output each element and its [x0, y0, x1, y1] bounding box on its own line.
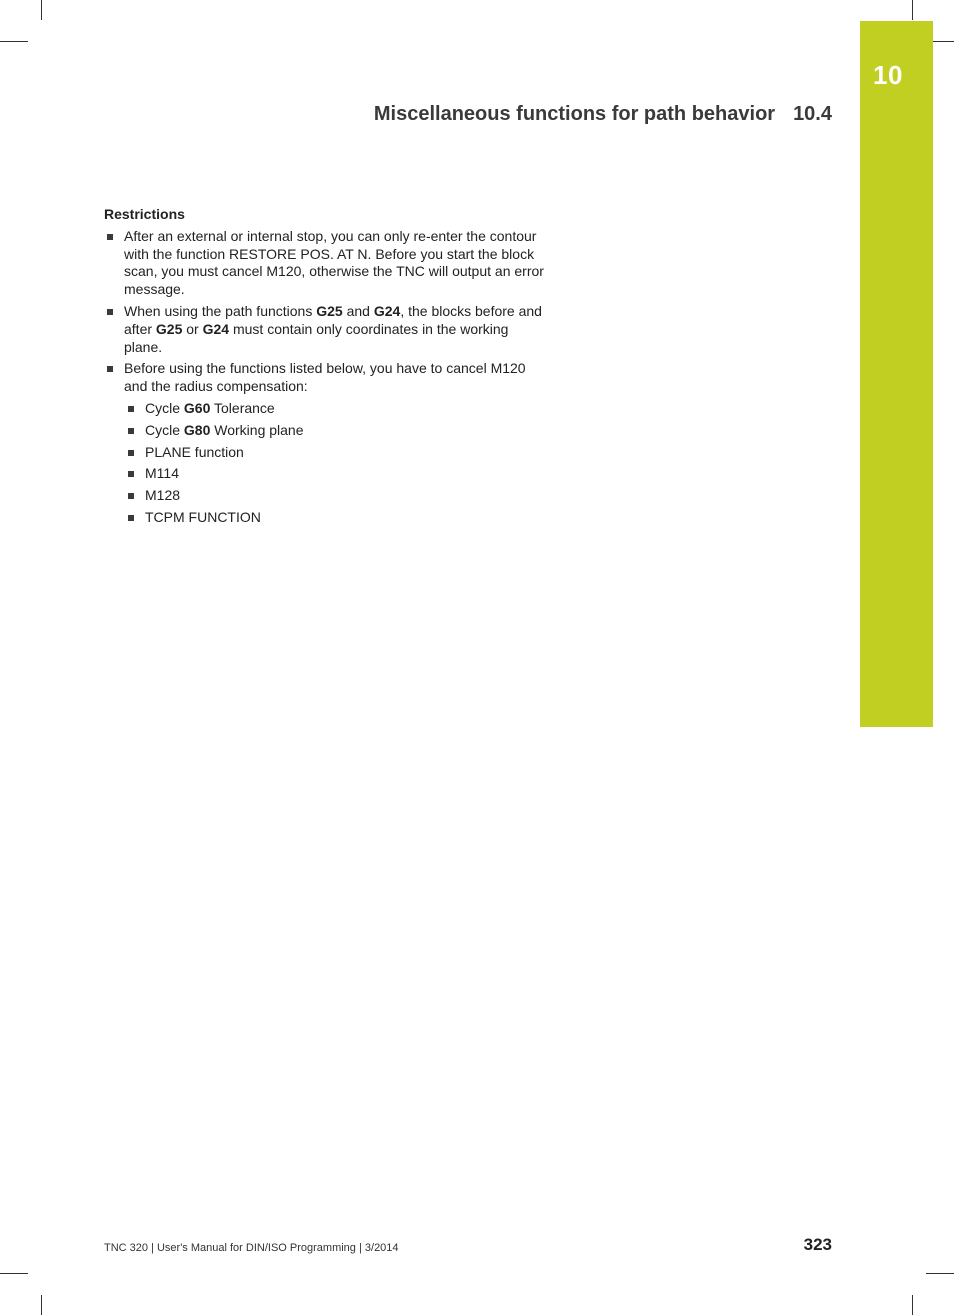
sublist-item	[124, 422, 549, 440]
list-item	[104, 360, 549, 526]
subitem-text: M128	[145, 487, 181, 504]
subitem-text: TCPM FUNCTION	[145, 508, 261, 525]
g-code: G60	[183, 399, 211, 416]
item-text: Before using the functions listed below, you have to cancel M120 and the radius compensation:	[124, 360, 526, 395]
crop-mark	[912, 1295, 913, 1315]
section-title: Restrictions	[104, 206, 185, 222]
section-number: 10.4	[793, 103, 832, 125]
crop-mark	[912, 0, 913, 20]
footer-text: TNC 320 | User's Manual for DIN/ISO Programming | 3/2014	[104, 1242, 399, 1254]
restrictions-list	[104, 228, 549, 527]
subitem-text: PLANE function	[145, 443, 244, 460]
main-content	[104, 206, 549, 531]
header-title: Miscellaneous functions for path behavior	[373, 103, 776, 125]
chapter-number: 10	[873, 60, 903, 90]
sublist-item	[124, 400, 549, 418]
list-item	[104, 228, 549, 299]
sublist-item	[124, 487, 549, 505]
item-text: After an external or internal stop, you can only re-enter the contour with the function RESTORE POS. AT N. Before you start the block scan, you must cancel M120, otherwise the TNC will output an error message.	[124, 227, 544, 298]
subitem-text: M114	[145, 465, 179, 482]
item-text-part: and	[342, 302, 374, 319]
subitem-text: Working plane	[210, 421, 304, 438]
crop-mark	[0, 41, 28, 42]
list-item	[104, 303, 549, 356]
g-code: G80	[183, 421, 211, 438]
crop-mark	[0, 1273, 28, 1274]
g-code: G24	[373, 302, 401, 319]
item-text-part: , the blocks before and after	[124, 302, 542, 337]
page-number: 323	[803, 1235, 832, 1254]
sublist-item	[124, 465, 549, 483]
g-code: G25	[155, 320, 183, 337]
item-text-part: or	[182, 320, 203, 337]
crop-mark	[41, 1295, 42, 1315]
crop-mark	[926, 1273, 954, 1274]
sublist-item	[124, 509, 549, 527]
subitem-text: Cycle	[145, 421, 184, 438]
sublist-item	[124, 444, 549, 462]
page-header	[374, 103, 832, 126]
crop-mark	[41, 0, 42, 20]
function-sublist	[124, 400, 549, 527]
item-text-part: must contain only coordinates in the working plane.	[124, 320, 509, 355]
item-text-part: When using the path functions	[124, 302, 317, 319]
subitem-text: Tolerance	[210, 399, 275, 416]
chapter-tab	[860, 21, 933, 727]
subitem-text: Cycle	[145, 399, 184, 416]
g-code: G25	[316, 302, 343, 319]
g-code: G24	[202, 320, 230, 337]
